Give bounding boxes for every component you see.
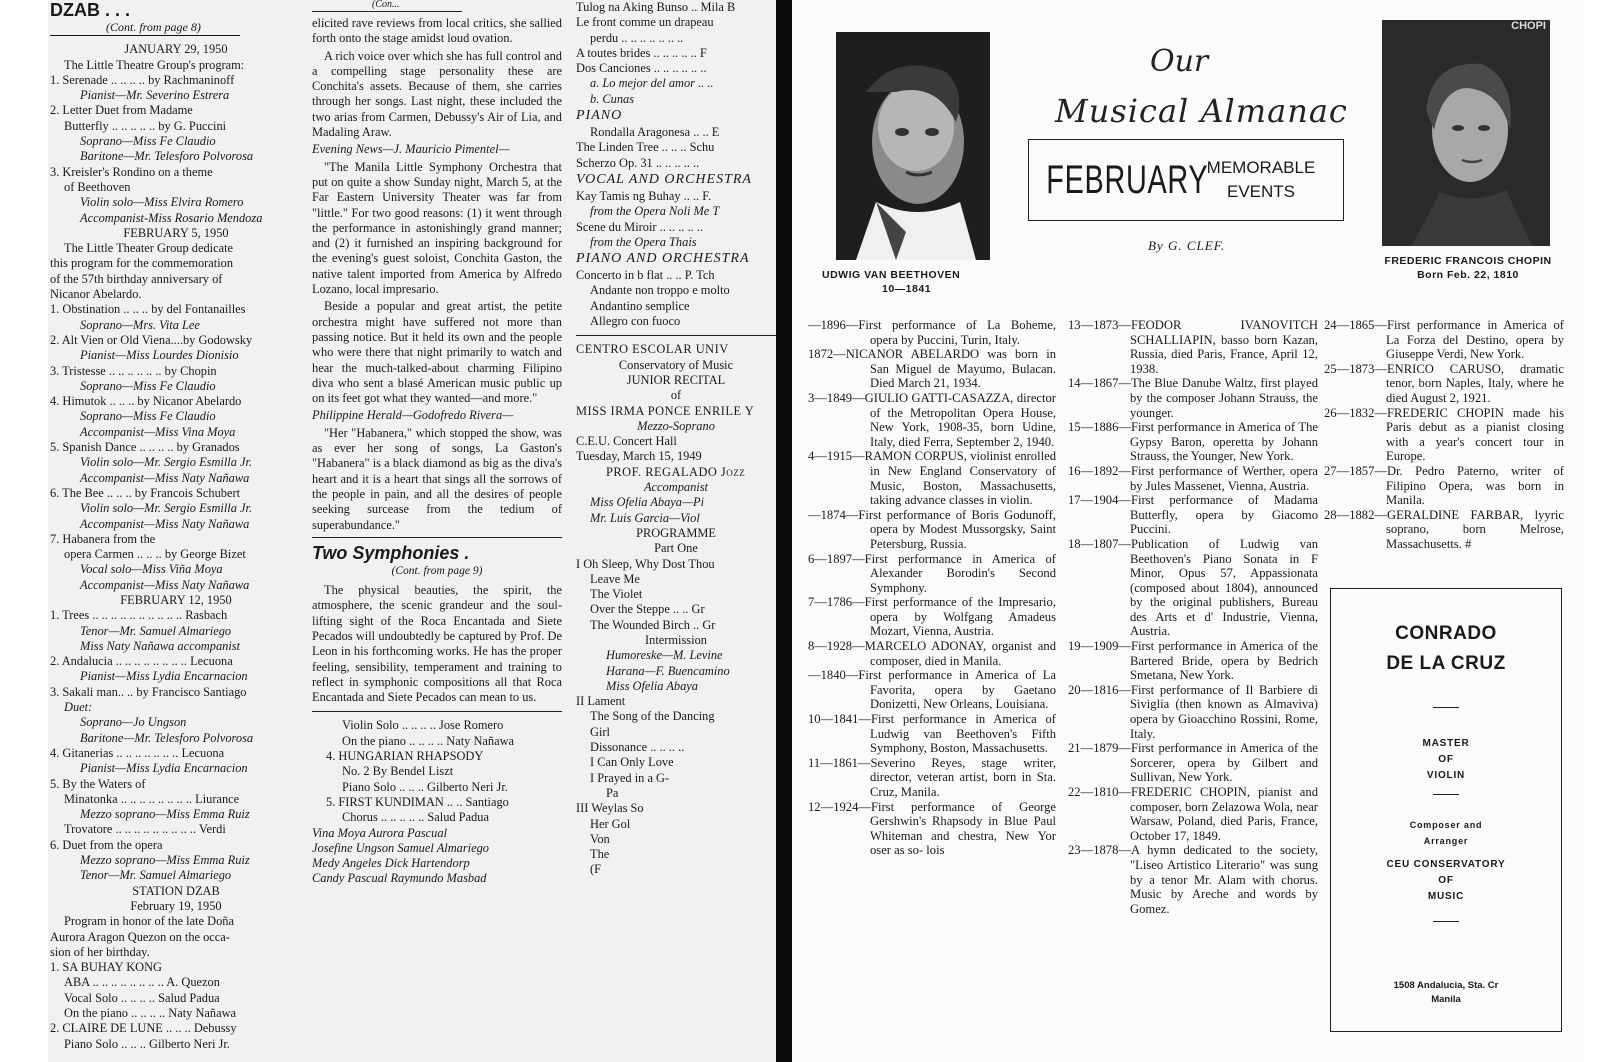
entry-date: 20—1816— (1068, 682, 1131, 697)
almanac-entry (1324, 508, 1564, 552)
chopin-portrait (1382, 20, 1550, 246)
continued-note: (Cont. from page 8) (50, 20, 240, 36)
entry-date: 28—1882— (1324, 507, 1387, 522)
text-line: Scherzo Op. 31 .. .. .. .. .. (576, 155, 700, 170)
beethoven-caption (822, 268, 998, 296)
text-line: Andantino semplice (590, 298, 690, 313)
almanac-title-our: Our (1150, 44, 1209, 79)
text-line: 4. Himutok .. .. .. by Nicanor Abelardo (50, 394, 242, 409)
entry-date: 12—1924— (808, 799, 871, 814)
entry-date: —1840— (808, 668, 859, 683)
entry-date: 15—1886— (1068, 420, 1131, 435)
entry-date: 8—1928— (808, 639, 865, 654)
ad-line: VIOLIN (1426, 770, 1466, 781)
text-line: Andante non troppo e molto (590, 283, 730, 298)
ad-line: Manila (1431, 994, 1461, 1005)
text-line: Soprano—Miss Fe Claudio (80, 134, 216, 149)
text-line: (F (590, 862, 602, 877)
almanac-entry (808, 756, 1056, 800)
almanac-entry (1068, 464, 1318, 493)
text-line: 1. SA BUHAY KONG (50, 960, 162, 975)
entry-text: Dr. Pedro Paterno, writer of Filipino Opera, was born in Manila. (1386, 463, 1564, 508)
paragraph: Evening News—J. Mauricio Pimentel— (312, 142, 510, 157)
caption-dates: 10—1841 (882, 283, 932, 295)
entry-text: First performance of Boris Godunoff, opera by Modest Mussorgsky, Saint Petersburg, Russia. (858, 507, 1056, 551)
ad-line: Composer and (1409, 820, 1483, 830)
text-line: Accompanist (643, 480, 708, 495)
text-line: Piano Solo .. .. .. Gilberto Neri Jr. (64, 1036, 230, 1051)
entry-text: Severino Reyes, stage writer, director, veteran artist, born in Sta. Cruz, Manila. (870, 755, 1056, 799)
text-line: 1. Trees .. .. .. .. .. .. .. .. .. .. Rasbach (50, 608, 228, 623)
text-line: Minatonka .. .. .. .. .. .. .. .. Liurance (64, 791, 240, 806)
text-line: I Prayed in a G- (590, 770, 670, 785)
two-symphonies-body: The physical beauties, the spirit, the atmosphere, the scenic grandeur and the soul-lifting sight of the Roca Encantada and Siete Pecados will undoubtedly be captured by Prof. De Leon in his forthcoming works. He has the proper feeling, sensibility, temperament and training to reflect in symphonic compositions all that Roca Encantada and Siete Pecados can mean to us. (312, 583, 562, 705)
almanac-entry (1068, 537, 1318, 639)
text-line: 2. Andalucia .. .. .. .. .. .. .. .. Lecuona (50, 654, 233, 669)
text-line: 5. FIRST KUNDIMAN .. .. Santiago (326, 794, 509, 809)
continued-note: (Con... (312, 0, 462, 12)
text-line: Mr. Luis Garcia—Viol (590, 510, 700, 525)
text-line: FEBRUARY 5, 1950 (123, 225, 229, 240)
text-line: FEBRUARY 12, 1950 (120, 592, 232, 607)
text-line: Accompanist—Miss Naty Nañawa (80, 577, 250, 592)
text-line: Program in honor of the late Doña (64, 914, 234, 929)
entry-text: First performance of George Gershwin's Rhapsody in Blue Paul Whiteman and chestra, New Yor oser as so- lois (870, 799, 1056, 858)
text-line: The Wounded Birch .. Gr (590, 617, 716, 632)
text-line: Tuesday, March 15, 1949 (576, 449, 702, 464)
text-line: Aurora Aragon Quezon on the occa- (50, 929, 230, 944)
entry-date: 22—1810— (1068, 785, 1131, 799)
entry-text: MARCELO ADONAY, organist and composer, died in Manila. (864, 639, 1056, 668)
text-line: CENTRO ESCOLAR UNIV (576, 342, 729, 357)
entry-date: 21—1879— (1068, 741, 1131, 756)
recital-column (576, 0, 776, 878)
divider (1433, 707, 1459, 708)
divider (312, 711, 562, 712)
entry-text: Publication of Ludwig van Beethoven's Piano Sonata in F Minor, Opus 57, Appassionata (composed about 1804), announced by the original publishers, Bureau des Arts et d' Industrie, Vienna, Austria. (1130, 536, 1318, 639)
text-line: 7. Habanera from the (50, 531, 156, 546)
text-line: Nicanor Abelardo. (50, 287, 142, 302)
ad-name (1331, 619, 1561, 679)
text-line: Over the Steppe .. .. Gr (590, 602, 705, 617)
entry-date: 7—1786— (808, 595, 865, 610)
text-line: Leave Me (590, 571, 640, 586)
almanac-entry (808, 668, 1056, 712)
paragraph: elicited rave reviews from local critics, she sallied forth onto the stage amidst loud ovation. (312, 16, 562, 46)
text-line: PIANO (576, 108, 623, 124)
ad-line: Arranger (1423, 836, 1469, 846)
program-list (312, 718, 562, 886)
text-line: Tulog na Aking Bunso .. Mila B (576, 0, 736, 14)
text-line: Vocal Solo .. .. .. .. Salud Padua (64, 990, 220, 1005)
entry-date: 3—1849— (808, 390, 865, 405)
text-line: Le front comme un drapeau (576, 15, 714, 30)
almanac-entry (808, 347, 1056, 391)
text-line: 3. Kreisler's Rondino on a theme (50, 164, 213, 179)
ad-line: MASTER (1422, 738, 1470, 749)
events-column-1 (808, 318, 1056, 858)
page-margin (1583, 0, 1600, 1062)
text-line: 6. The Bee .. .. .. by Francois Schubert (50, 485, 241, 500)
almanac-entry (808, 508, 1056, 552)
ad-line: OF (1438, 754, 1454, 765)
almanac-entry (1068, 493, 1318, 537)
entry-text: GERALDINE FARBAR, lyyric soprano, born Melrose, Massachusetts. # (1386, 507, 1564, 551)
entry-date: 10—1841— (808, 712, 871, 727)
entry-text: The Blue Danube Waltz, first played by the composer Johann Strauss, the younger. (1130, 376, 1318, 420)
text-line: Dissonance .. .. .. .. (590, 740, 685, 755)
text-line: 6. Duet from the opera (50, 837, 163, 852)
entry-text: First performance of Il Barbiere di Siviglia (then known as Almaviva) opera by Gioacchino Rossini, Rome, Italy. (1130, 682, 1318, 741)
review-text (312, 16, 562, 533)
ad-name-line: DE LA CRUZ (1386, 653, 1506, 674)
entry-text: First performance in America of the Bartered Bride, opera by Bedrich Smetana, New York. (1130, 639, 1318, 683)
almanac-entry (808, 318, 1056, 347)
text-line: Intermission (645, 632, 707, 647)
text-line: Violin solo—Mr. Sergio Esmilla Jr. (80, 501, 253, 516)
text-line: PROGRAMME (636, 525, 716, 540)
entry-date: —1896— (808, 318, 859, 332)
text-line: from the Opera Noli Me T (590, 204, 720, 219)
text-line: Mezzo soprano—Miss Emma Ruiz (80, 853, 250, 868)
two-symphonies-title: Two Symphonies . (312, 537, 562, 564)
almanac-entry (1068, 843, 1318, 916)
text-line: Girl (590, 724, 610, 739)
text-line: Vina Moya Aurora Pascual (312, 825, 448, 840)
almanac-entry (808, 800, 1056, 858)
caption-name: FREDERIC FRANCOIS CHOPIN (1384, 255, 1552, 267)
text-line: Candy Pascual Raymundo Masbad (312, 871, 487, 886)
text-line: Miss Ofelia Abaya (606, 678, 699, 693)
continued-note: (Cont. from page 9) (391, 564, 483, 577)
text-line: II Lament (576, 694, 626, 709)
entry-text: First performance in America of Ludwig van Beethoven's Fifth Symphony, Boston, Massachusetts. (870, 712, 1056, 756)
entry-text: First performance in America of La Forza del Destino, opera by Giuseppe Verdi, New York. (1386, 318, 1564, 362)
book-spine (776, 0, 792, 1062)
ad-role (1331, 736, 1561, 784)
entry-text: First performance of La Boheme, opera by Puccini, Turin, Italy. (858, 318, 1056, 347)
text-line: Pianist—Miss Lourdes Dionisio (80, 348, 239, 363)
page-margin (0, 0, 48, 1062)
entry-text: First performance of the Impresario, opera by Wolfgang Amadeus Mozart, Vienna, Austria. (864, 595, 1056, 639)
program-list (50, 42, 302, 1052)
text-line: The Little Theatre Group's program: (64, 57, 245, 72)
entry-text: FREDERIC CHOPIN, pianist and composer, born Zelazowa Wola, near Warsaw, Poland, died Paris, France, October 17, 1849. (1130, 785, 1318, 843)
text-line: from the Opera Thais (590, 234, 697, 249)
text-line: Soprano—Mrs. Vita Lee (80, 317, 200, 332)
paragraph: "Her "Habanera," which stopped the show, was as ever her song of songs, La Gaston's "Habanera" is a black diamond as big as the diva's heart and it is a heart that sings all the sorrows of the people in pain, and all the desires of people seeking surcease from the tedium of superabundance." (312, 425, 562, 532)
ad-address (1331, 979, 1561, 1007)
almanac-title: Musical Almanac (1055, 92, 1348, 130)
entry-date: 27—1857— (1324, 463, 1387, 478)
text-line: Piano Solo .. .. .. Gilberto Neri Jr. (342, 779, 508, 794)
text-line: I Can Only Love (590, 755, 674, 770)
entry-text: First performance in America of the Sorcerer, opera by Gilbert and Sullivan, New York. (1130, 741, 1318, 785)
text-line: 3. Tristesse .. .. .. .. .. .. by Chopin (50, 363, 217, 378)
entry-date: 11—1861— (808, 755, 871, 770)
entry-text: A hymn dedicated to the society, "Liseo Artistico Literario" was sung by a tenor Mr. Alam with chorus. Music by Areche and words by Gomez. (1130, 843, 1318, 916)
entry-date: 13—1873— (1068, 318, 1131, 332)
text-line: Kay Tamis ng Buhay .. .. F. (576, 188, 712, 203)
text-line: a. Lo mejor del amor .. .. (590, 76, 714, 91)
text-line: Medy Angeles Dick Hartendorp (312, 856, 470, 871)
dzab-program-column (50, 0, 302, 1052)
text-line: ABA .. .. .. .. .. .. .. .. A. Quezon (64, 975, 220, 990)
text-line: C.E.U. Concert Hall (576, 434, 677, 449)
text-line: MISS IRMA PONCE ENRILE Y (576, 403, 755, 418)
ad-line: CEU CONSERVATORY (1386, 859, 1506, 870)
text-line: Pianist—Mr. Severino Estrera (80, 88, 230, 103)
entry-text: ENRICO CARUSO, dramatic tenor, born Naples, Italy, where he died August 2, 1921. (1386, 361, 1564, 405)
text-line: The (590, 847, 610, 862)
text-line: Part One (654, 541, 698, 556)
ad-name-line: CONRADO (1395, 623, 1497, 644)
almanac-entry (1324, 406, 1564, 464)
entry-text: RAMON CORPUS, violinist enrolled in New England Conservatory of Music, Boston, Massachusetts, taking advance classes in violin. (864, 449, 1056, 508)
text-line: Her Gol (590, 816, 631, 831)
text-line: Baritone—Mr. Telesforo Polvorosa (80, 149, 254, 164)
text-line: Butterfly .. .. .. .. .. by G. Puccini (64, 118, 227, 133)
text-line: Conservatory of Music (618, 357, 734, 372)
entry-text: First performance in America of The Gypsy Baron, operetta by Johann Strauss, the Younger, New York. (1130, 420, 1318, 464)
entry-date: —1874— (808, 507, 859, 522)
almanac-entry (808, 639, 1056, 668)
text-line: 4. HUNGARIAN RHAPSODY (326, 749, 484, 764)
chopin-portrait-image (1382, 20, 1550, 246)
text-line: Dos Canciones .. .. .. .. .. .. (576, 61, 707, 76)
entry-text: FREDERIC CHOPIN made his Paris debut as a pianist closing with a year's concert tour in Europe. (1386, 405, 1564, 464)
portrait-label: CHOPI (1511, 20, 1546, 32)
text-line: Miss Ofelia Abaya—Pi (590, 495, 705, 510)
text-line: The Little Theater Group dedicate (64, 241, 234, 256)
text-line: 2. CLAIRE DE LUNE .. .. .. Debussy (50, 1021, 237, 1036)
beethoven-portrait-image (836, 32, 990, 260)
text-line: Rondalla Aragonesa .. .. E (590, 125, 720, 140)
text-line: Mezzo soprano—Miss Emma Ruiz (80, 807, 250, 822)
text-line: this program for the commemoration (50, 256, 234, 271)
text-line: Soprano—Miss Fe Claudio (80, 409, 216, 424)
entry-date: 25—1873— (1324, 361, 1387, 376)
entry-date: 6—1897— (808, 551, 865, 566)
text-line: III Weylas So (576, 801, 644, 816)
ad-role (1331, 817, 1561, 849)
text-line: JUNIOR RECITAL (626, 372, 726, 387)
subtitle-line: MEMORABLE (1206, 158, 1316, 177)
text-line: Scene du Miroir .. .. .. .. .. (576, 219, 703, 234)
paragraph: "The Manila Little Symphony Orchestra that put on quite a show Sunday night, March 5, at the Far Eastern University Theater was far from "little." For two good reasons: (1) it went through the performance in astonishingly grand manner; and (2) it furnished an inspiring background for the evening's guest soloist, Conchita Gaston, the native talent imported from America by Alfredo Lozano, local impresario. (312, 159, 562, 297)
text-line: Miss Naty Nañawa accompanist (80, 638, 241, 653)
ad-line: OF (1438, 875, 1454, 886)
text-line: PROF. REGALADO Jozz (606, 464, 746, 479)
text-line: A toutes brides .. .. .. .. .. F (576, 45, 707, 60)
almanac-entry (1068, 785, 1318, 843)
advertisement-box (1330, 588, 1562, 1032)
divider (1433, 794, 1459, 795)
text-line: No. 2 By Bendel Liszt (342, 764, 454, 779)
almanac-entry (1068, 318, 1318, 376)
section-title: DZAB . . . (50, 0, 130, 20)
events-column-2 (1068, 318, 1318, 916)
month-box (1028, 139, 1344, 221)
entry-date: 18—1807— (1068, 536, 1131, 551)
text-line: Violin solo—Mr. Sergio Esmilla Jr. (80, 455, 253, 470)
text-line: Tenor—Mr. Samuel Almariego (80, 623, 232, 638)
entry-text: First performance of Werther, opera by Jules Massenet, Vienna, Austria. (1130, 463, 1318, 493)
caption-name: UDWIG VAN BEETHOVEN (822, 269, 961, 281)
events-column-3 (1324, 318, 1564, 552)
ad-institution (1331, 857, 1561, 905)
entry-text: First performance of Madama Butterfly, opera by Giacomo Puccini. (1130, 493, 1318, 537)
entry-date: 23—1878— (1068, 843, 1131, 858)
text-line: The Violet (590, 587, 643, 602)
text-line: 2. Letter Duet from Madame (50, 103, 193, 118)
text-line: 3. Sakali man.. .. by Francisco Santiago (50, 684, 247, 699)
text-line: perdu .. .. .. .. .. .. .. (590, 30, 684, 45)
text-line: Vocal solo—Miss Viña Moya (80, 562, 223, 577)
entry-text: GIULIO GATTI-CASAZZA, director of the Metropolitan Opera House, New York, 1908-35, born Udine, Italy, died Ferra, September 2, 1940. (864, 390, 1056, 449)
text-line: Violin solo—Miss Elvira Romero (80, 195, 244, 210)
almanac-entry (1068, 376, 1318, 420)
text-line: opera Carmen .. .. .. by George Bizet (64, 547, 246, 562)
text-line: Mezzo-Soprano (637, 418, 715, 433)
paragraph: A rich voice over which she has full control and a compelling stage personality these are Conchita's assets. Because of them, she carries through her songs. Last night, these included the two arias from Carmen, Debussy's Air of Lia, and Madaling Araw. (312, 48, 562, 140)
text-line: 5. By the Waters of (50, 776, 146, 791)
text-line: Tenor—Mr. Samuel Almariego (80, 868, 232, 883)
text-line: PIANO AND ORCHESTRA (576, 251, 750, 267)
divider (576, 335, 776, 336)
text-line: 1. Serenade .. .. .. .. by Rachmaninoff (50, 72, 235, 87)
ad-line: 1508 Andalucia, Sta. Cr (1393, 980, 1499, 991)
text-line: 4. Gitanerias .. .. .. .. .. .. .. Lecuona (50, 745, 225, 760)
text-line: STATION DZAB (132, 883, 220, 898)
text-line: of Beethoven (64, 179, 131, 194)
entry-text: FEODOR IVANOVITCH SCHALLIAPIN, basso born Kazan, Russia, died Paris, France, April 12, 1938. (1130, 318, 1318, 376)
entry-date: 4—1915— (808, 449, 865, 464)
text-line: JANUARY 29, 1950 (124, 42, 228, 57)
almanac-entry (1068, 639, 1318, 683)
text-line: Accompanist—Miss Naty Nañawa (80, 516, 250, 531)
almanac-entry (1068, 741, 1318, 785)
entry-date: 17—1904— (1068, 493, 1131, 508)
entry-date: 24—1865— (1324, 318, 1387, 332)
entry-date: 14—1867— (1068, 376, 1131, 391)
entry-date: 26—1832— (1324, 405, 1387, 420)
text-line: sion of her birthday. (50, 944, 150, 959)
text-line: I Oh Sleep, Why Dost Thou (576, 556, 715, 571)
text-line: February 19, 1950 (130, 898, 222, 913)
text-line: Pa (606, 785, 619, 800)
almanac-entry (1068, 420, 1318, 464)
text-line: Von (590, 831, 610, 846)
text-line: Josefine Ungson Samuel Almariego (312, 840, 490, 855)
text-line: Harana—F. Buencamino (606, 663, 730, 678)
text-line: The Linden Tree .. .. .. Schu (576, 140, 715, 155)
almanac-entry (1324, 464, 1564, 508)
caption-dates: Born Feb. 22, 1810 (1417, 269, 1519, 281)
reviews-column (312, 0, 562, 887)
text-line: VOCAL AND ORCHESTRA (576, 171, 752, 187)
text-line: Baritone—Mr. Telesforo Polvorosa (80, 730, 254, 745)
almanac-entry (1324, 318, 1564, 362)
entry-text: First performance in America of La Favorita, opera by Gaetano Donizetti, New Orleans, Louisiana. (858, 668, 1056, 712)
almanac-entry (808, 552, 1056, 596)
text-line: b. Cunas (590, 91, 635, 106)
entry-date: 16—1892— (1068, 463, 1131, 478)
almanac-entry (808, 391, 1056, 449)
text-line: Pianist—Miss Lydia Encarnacion (80, 669, 248, 684)
text-line: 2. Alt Vien or Old Viena....by Godowsky (50, 332, 253, 347)
text-line: Accompanist—Miss Vina Moya (80, 424, 236, 439)
paragraph: Philippine Herald—Godofredo Rivera— (312, 408, 514, 423)
subtitle-line: EVENTS (1226, 182, 1296, 201)
text-line: of (670, 388, 682, 403)
text-line: Accompanist—Miss Naty Nañawa (80, 470, 250, 485)
program-list (576, 0, 776, 878)
text-line: Trovatore .. .. .. .. .. .. .. .. .. Verdi (64, 822, 226, 837)
text-line: Violin Solo .. .. .. .. Jose Romero (342, 718, 504, 733)
text-line: Duet: (64, 700, 93, 715)
almanac-entry (808, 595, 1056, 639)
text-line: 5. Spanish Dance .. .. .. .. by Granados (50, 440, 240, 455)
text-line: 1. Obstination .. .. .. by del Fontanailles (50, 302, 246, 317)
beethoven-portrait (836, 32, 990, 260)
entry-date: 1872— (808, 347, 846, 362)
text-line: Concerto in b flat .. .. P. Tch (576, 268, 715, 283)
divider (1433, 921, 1459, 922)
entry-date: 19—1909— (1068, 639, 1131, 654)
text-line: Accompanist-Miss Rosario Mendoza (80, 210, 263, 225)
almanac-entry (808, 712, 1056, 756)
month-name: FEBRUARY (1046, 157, 1209, 202)
almanac-entry (1324, 362, 1564, 406)
text-line: Soprano—Miss Fe Claudio (80, 378, 216, 393)
almanac-entry (1068, 683, 1318, 741)
byline: By G. CLEF. (1148, 238, 1226, 253)
text-line: of the 57th birthday anniversary of (50, 271, 223, 286)
chopin-caption (1372, 254, 1564, 282)
entry-text: NICANOR ABELARDO was born in San Miguel de Mayumo, Bulacan. Died March 21, 1934. (845, 347, 1056, 391)
text-line: Pianist—Miss Lydia Encarnacion (80, 761, 248, 776)
entry-text: First performance in America of Alexander Borodin's Second Symphony. (864, 551, 1056, 595)
text-line: The Song of the Dancing (590, 709, 715, 724)
text-line: Humoreske—M. Levine (606, 648, 723, 663)
ad-line: MUSIC (1427, 891, 1465, 902)
paragraph: Beside a popular and great artist, the petite orchestra might have suffered not more than passing notice. But it held its own and the people who were there that night primarily to watch and hear the much-talked-about charming Filipino diva who sent a blasé American music public up on its feet got what they wanted—and more." (312, 299, 562, 406)
text-line: Soprano—Jo Ungson (80, 715, 187, 730)
almanac-entry (808, 449, 1056, 507)
text-line: On the piano .. .. .. .. Naty Nañawa (342, 733, 515, 748)
text-line: On the piano .. .. .. .. Naty Nañawa (64, 1006, 237, 1020)
text-line: Allegro con fuoco (590, 314, 681, 329)
text-line: Chorus .. .. .. .. .. Salud Padua (342, 810, 489, 825)
